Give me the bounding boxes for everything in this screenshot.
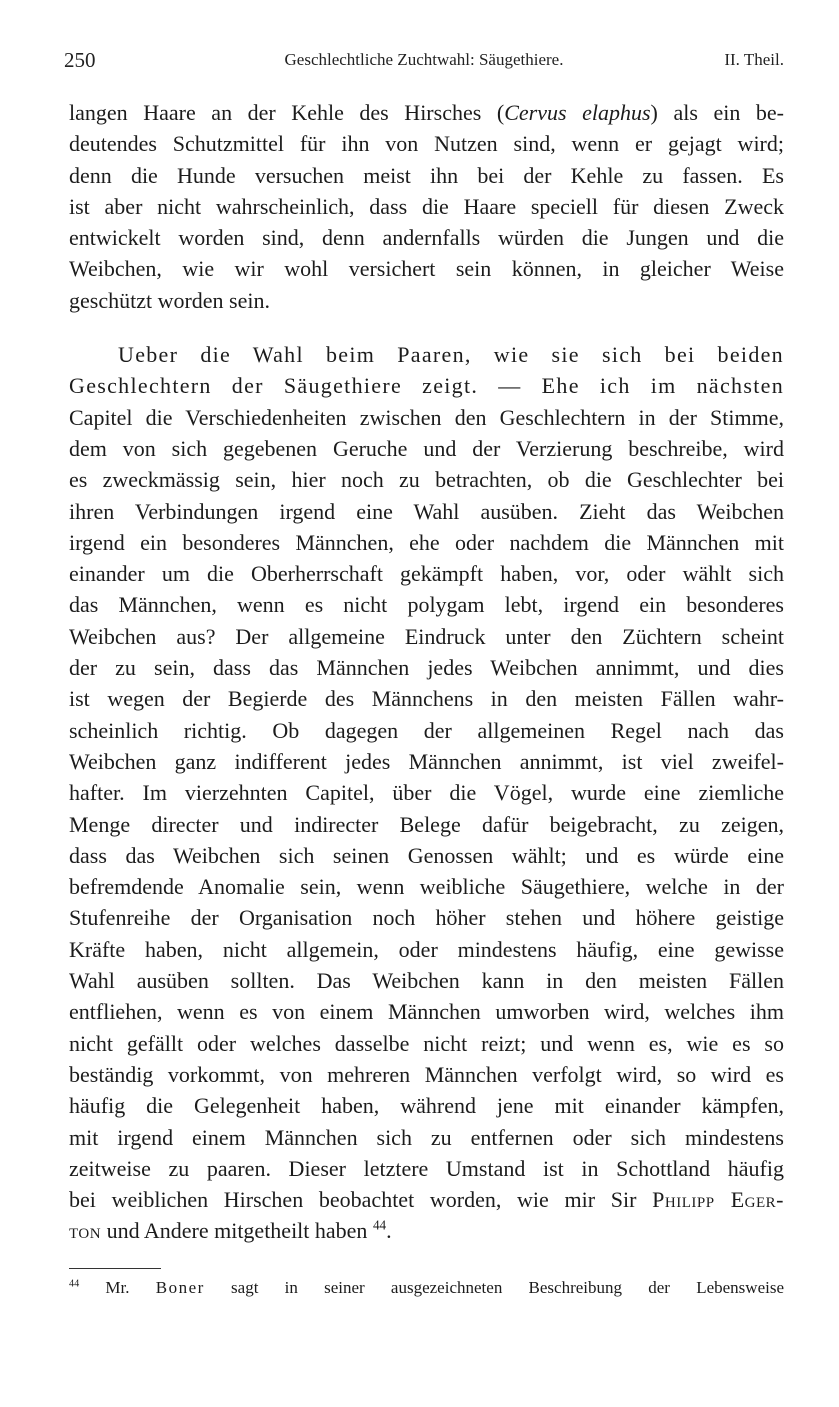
text-line: langen Haare an der Kehle des Hirsches (Cervus elaphus) als ein be- xyxy=(69,100,785,125)
paragraph-1 xyxy=(69,97,784,316)
text-line: es zweckmässig sein, hier noch zu betrachten, ob die Geschlechter bei xyxy=(69,467,784,493)
text-line: deutendes Schutzmittel für ihn von Nutzen sind, wenn er gejagt wird; xyxy=(69,131,784,157)
text-line: hafter. Im vierzehnten Capitel, über die Vögel, wurde eine ziemliche xyxy=(69,780,784,806)
text-line: geschützt worden sein. xyxy=(69,287,270,313)
text-line: bei weiblichen Hirschen beobachtet worden, wie mir Sir Philipp Eger- xyxy=(69,1187,785,1213)
text-line: irgend ein besonderes Männchen, ehe oder nachdem die Männchen mit xyxy=(69,529,784,555)
footnote-reference[interactable]: 44 xyxy=(372,1218,387,1234)
text-line: mit irgend einem Männchen sich zu entfernen oder sich mindestens xyxy=(69,1124,784,1150)
text-line: der zu sein, dass das Männchen jedes Weibchen annimmt, und dies xyxy=(69,655,784,681)
text-line: ton und Andere mitgetheilt haben $^{44}$. xyxy=(69,1218,392,1244)
body-text xyxy=(69,97,784,1247)
footnote: $^{44}$ Mr. Boner sagt in seiner ausgezeichneten Beschreibung der Lebensweise xyxy=(69,1278,784,1297)
text-line: ihren Verbindungen irgend eine Wahl ausüben. Zieht das Weibchen xyxy=(69,498,784,524)
text-line: nicht gefällt oder welches dasselbe nicht reizt; und wenn es, wie es so xyxy=(69,1030,784,1056)
part-label: II. Theil. xyxy=(724,50,784,69)
text-line: zeitweise zu paaren. Dieser letztere Umstand ist in Schottland häufig xyxy=(69,1155,784,1181)
text-line: scheinlich richtig. Ob dagegen der allgemeinen Regel nach das xyxy=(69,717,784,743)
text-line: häufig die Gelegenheit haben, während jene mit einander kämpfen, xyxy=(69,1093,784,1119)
text-line: Kräfte haben, nicht allgemein, oder mindestens häufig, eine gewisse xyxy=(69,936,784,962)
footnote-marker: 44 xyxy=(69,1278,80,1290)
text-line: Wahl ausüben sollten. Das Weibchen kann in den meisten Fällen xyxy=(69,968,784,994)
text-line: beständig vorkommt, von mehreren Männchen verfolgt wird, so wird es xyxy=(69,1061,784,1087)
text-line: ist aber nicht wahrscheinlich, dass die Haare speciell für diesen Zweck xyxy=(69,193,784,219)
text-line: dass das Weibchen sich seinen Genossen wählt; und es würde eine xyxy=(69,842,784,868)
page-header xyxy=(64,48,784,80)
text-line: dem von sich gegebenen Geruche und der Verzierung beschreibe, wird xyxy=(69,435,784,461)
text-line: ist wegen der Begierde des Männchens in den meisten Fällen wahr- xyxy=(69,686,784,712)
text-line: Weibchen aus? Der allgemeine Eindruck unter den Züchtern scheint xyxy=(69,623,784,649)
person-name: Philipp Eger- xyxy=(652,1187,785,1213)
text-line: denn die Hunde versuchen meist ihn bei der Kehle zu fassen. Es xyxy=(69,162,784,188)
person-name: Boner xyxy=(155,1278,205,1297)
running-title: Geschlechtliche Zuchtwahl: Säugethiere. xyxy=(284,50,564,69)
text-line: das Männchen, wenn es nicht polygam lebt, irgend ein besonderes xyxy=(69,592,784,618)
text-line: befremdende Anomalie sein, wenn weibliche Säugethiere, welche in der xyxy=(69,874,784,900)
section-heading-line: Ueber die Wahl beim Paaren, wie sie sich bei beiden xyxy=(118,342,784,368)
person-name: ton xyxy=(69,1218,102,1244)
text-line: Menge directer und indirecter Belege dafür beigebracht, zu zeigen, xyxy=(69,811,784,837)
species-name: Cervus elaphus xyxy=(504,100,651,125)
text-line: Stufenreihe der Organisation noch höher stehen und höhere geistige xyxy=(69,905,784,931)
footnote-divider xyxy=(69,1268,161,1269)
text-line: entfliehen, wenn es von einem Männchen umworben wird, welches ihm xyxy=(69,999,784,1025)
page-number: 250 xyxy=(64,48,96,72)
paragraph-gap xyxy=(69,316,784,339)
text-line: Capitel die Verschiedenheiten zwischen den Geschlechtern in der Stimme, xyxy=(69,404,784,430)
paragraph-2 xyxy=(69,339,784,1247)
text-line: entwickelt worden sind, denn andernfalls würden die Jungen und die xyxy=(69,225,784,251)
section-heading-line: Geschlechtern der Säugethiere zeigt. — Ehe ich im nächsten xyxy=(69,373,784,399)
text-line: einander um die Oberherrschaft gekämpft haben, vor, oder wählt sich xyxy=(69,561,784,587)
text-line: Weibchen, wie wir wohl versichert sein können, in gleicher Weise xyxy=(69,256,784,282)
text-line: Weibchen ganz indifferent jedes Männchen annimmt, ist viel zweifel- xyxy=(69,748,784,774)
